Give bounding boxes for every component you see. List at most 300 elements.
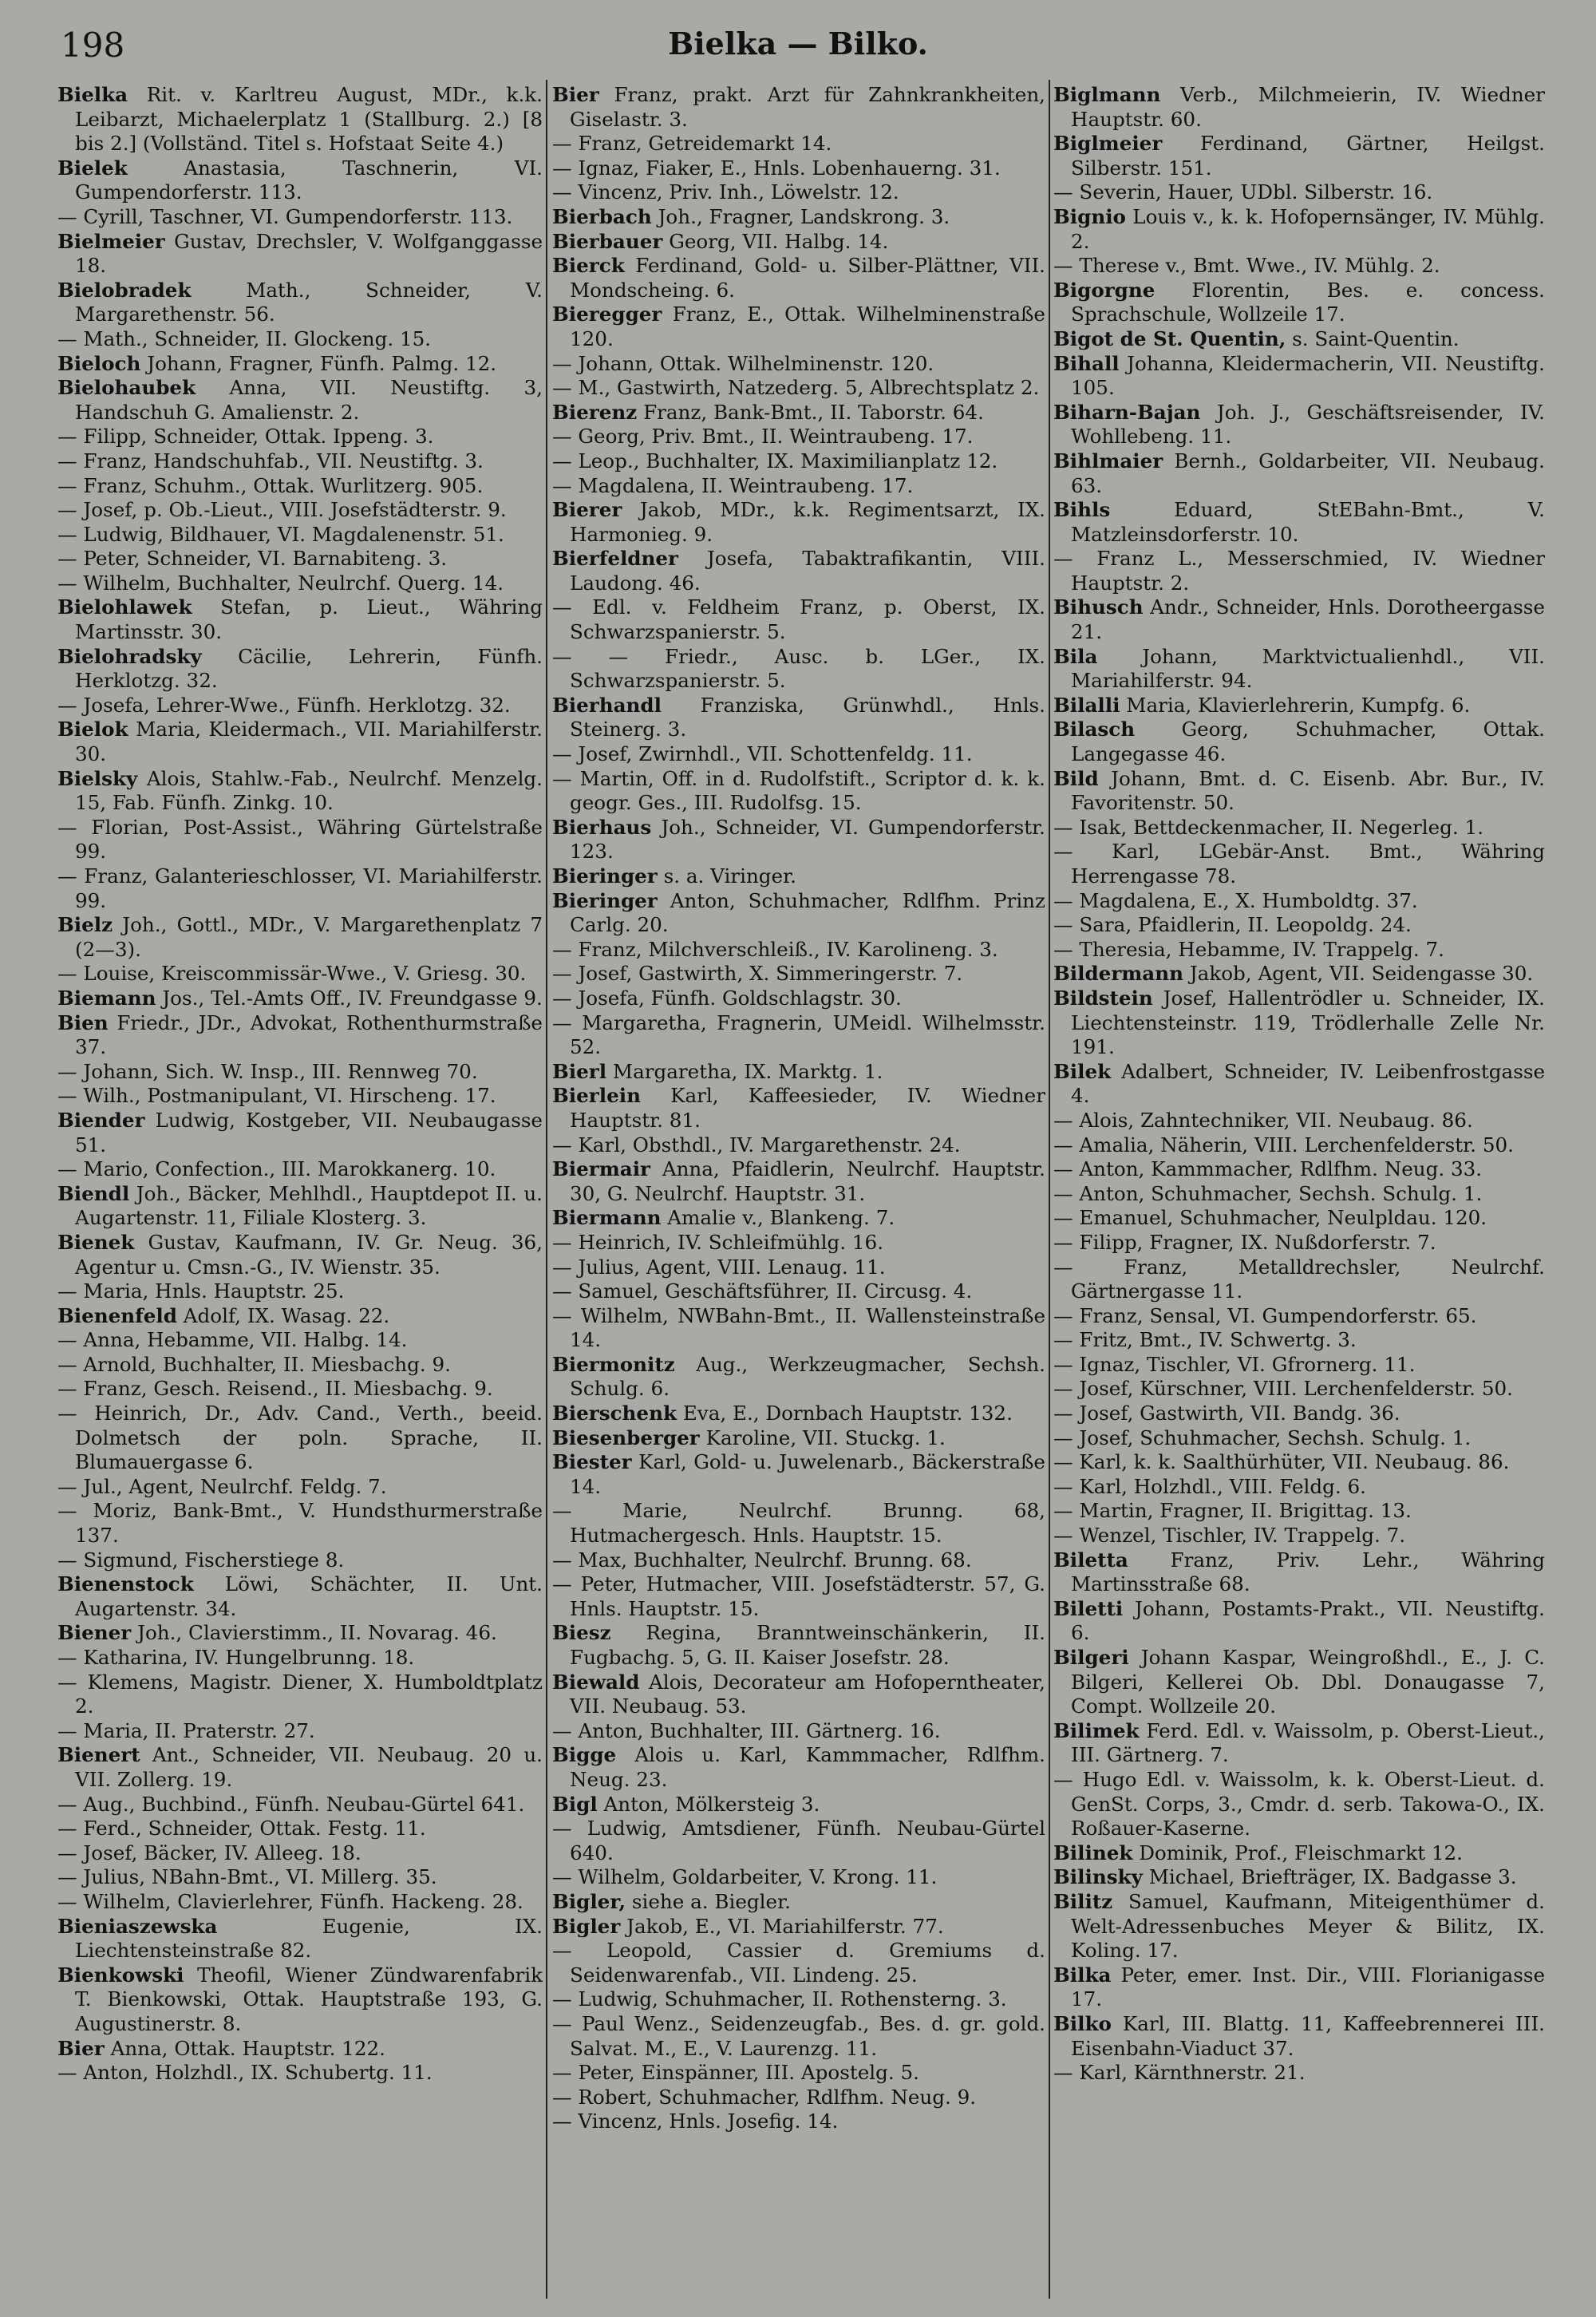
directory-entry — [1053, 645, 1545, 694]
directory-entry — [57, 1084, 543, 1109]
entry-text: Verb., Milchmeierin, IV. Wiedner Hauptstr. 60. — [1071, 83, 1545, 131]
directory-entry — [57, 1621, 543, 1646]
entry-surname: Bielok — [57, 718, 128, 741]
entry-text: — Margaretha, Fragnerin, UMeidl. Wilhelmsstr. 52. — [552, 1010, 1045, 1059]
directory-entry — [57, 352, 543, 377]
entry-text: Eduard, StEBahn-Bmt., V. Matzleinsdorferstr. 10. — [1071, 498, 1545, 546]
entry-text: — Edl. v. Feldheim Franz, p. Oberst, IX. Schwarzspanierstr. 5. — [552, 595, 1045, 644]
directory-entry — [1053, 1499, 1545, 1524]
entry-text: — Franz, Getreidemarkt 14. — [552, 132, 832, 156]
directory-entry — [552, 1133, 1045, 1158]
entry-surname: Bierbauer — [552, 229, 663, 253]
entry-text: siehe a. Biegler. — [631, 1889, 791, 1913]
entry-text: Löwi, Schächter, II. Unt. Augartenstr. 34. — [75, 1572, 543, 1620]
entry-text: — Marie, Neulrchf. Brunng. 68, Hutmachergesch. Hnls. Hauptstr. 15. — [552, 1499, 1045, 1548]
directory-entry — [552, 2109, 1045, 2134]
directory-entry — [1053, 816, 1545, 840]
entry-surname: Bieloch — [57, 351, 141, 375]
directory-entry — [552, 401, 1045, 425]
entry-surname: Bienkowski — [57, 1963, 184, 1987]
entry-text: — Hugo Edl. v. Waissolm, k. k. Oberst-Lieut. d. GenSt. Corps, 3., Cmdr. d. serb. Takowa-O., IX. Roßauer-Kaserne. — [1053, 1767, 1545, 1841]
entry-text: — Math., Schneider, II. Glockeng. 15. — [57, 326, 432, 350]
directory-entry — [552, 1743, 1045, 1792]
entry-surname: Bigot de St. Quentin, — [1053, 326, 1286, 350]
entry-surname: Bilka — [1053, 1963, 1112, 1987]
entry-text: — Josef, Bäcker, IV. Alleeg. 18. — [57, 1841, 361, 1864]
entry-text: Jakob, E., VI. Mariahilferstr. 77. — [626, 1914, 944, 1938]
entry-surname: Bigler — [552, 1914, 621, 1938]
entry-surname: Bild — [1053, 766, 1099, 790]
entry-surname: Biester — [552, 1450, 632, 1474]
entry-text: — Alois, Zahntechniker, VII. Neubaug. 86. — [1053, 1108, 1473, 1132]
directory-entry — [552, 1793, 1045, 1817]
entry-text: Samuel, Kaufmann, Miteigenthümer d. Welt-Adressenbuches Meyer & Bilitz, IX. Koling. 17. — [1071, 1889, 1545, 1963]
directory-entry — [1053, 1646, 1545, 1719]
entry-text: Anna, Ottak. Hauptstr. 122. — [110, 2036, 385, 2060]
entry-surname: Bieniaszewska — [57, 1914, 218, 1938]
entry-text: Anton, Schuhmacher, Rdlfhm. Prinz Carlg. 20. — [570, 888, 1045, 937]
entry-surname: Biesenberger — [552, 1425, 700, 1449]
entry-surname: Bilgeri — [1053, 1646, 1129, 1669]
entry-surname: Bilinek — [1053, 1841, 1133, 1864]
entry-text: Alois, Decorateur am Hofoperntheater, VII. Neubaug. 53. — [570, 1670, 1045, 1718]
entry-text: Ant., Schneider, VII. Neubaug. 20 u. VII. Zollerg. 19. — [75, 1743, 543, 1791]
directory-entry — [57, 1060, 543, 1085]
entry-text: Ferd. Edl. v. Waissolm, p. Oberst-Lieut., III. Gärtnerg. 7. — [1071, 1718, 1545, 1767]
directory-entry — [1053, 1328, 1545, 1353]
directory-entry — [1053, 1475, 1545, 1500]
entry-text: — Magdalena, E., X. Humboldtg. 37. — [1053, 888, 1418, 912]
entry-text: Michael, Briefträger, IX. Badgasse 3. — [1148, 1865, 1517, 1889]
entry-text: — — Friedr., Ausc. b. LGer., IX. Schwarzspanierstr. 5. — [552, 644, 1045, 693]
entry-text: — Anton, Holzhdl., IX. Schubertg. 11. — [57, 2061, 433, 2085]
entry-text: — Josef, Kürschner, VIII. Lerchenfelderstr. 50. — [1053, 1377, 1513, 1401]
directory-entry — [57, 1475, 543, 1500]
directory-entry — [552, 547, 1045, 595]
entry-text: — Josef, Gastwirth, X. Simmeringerstr. 7. — [552, 962, 963, 986]
entry-text: Eugenie, IX. Liechtensteinstraße 82. — [75, 1914, 543, 1963]
directory-entry — [1053, 1963, 1545, 2012]
entry-text: — Peter, Schneider, VI. Barnabiteng. 3. — [57, 547, 448, 571]
entry-text: Johann, Marktvictualienhdl., VII. Mariahilferstr. 94. — [1071, 644, 1545, 693]
directory-entry — [552, 694, 1045, 742]
entry-text: — Wenzel, Tischler, IV. Trappelg. 7. — [1053, 1524, 1406, 1548]
page-number: 198 — [61, 26, 125, 65]
directory-entry — [1053, 1719, 1545, 1768]
entry-text: Jos., Tel.-Amts Off., IV. Freundgasse 9. — [162, 986, 543, 1010]
directory-entry — [57, 1817, 543, 1841]
directory-entry — [552, 1915, 1045, 1939]
entry-text: Regina, Branntweinschänkerin, II. Fugbachg. 5, G. II. Kaiser Josefstr. 28. — [570, 1621, 1045, 1669]
entry-text: — Moriz, Bank-Bmt., V. Hundsthurmerstraße 137. — [57, 1499, 543, 1548]
directory-entry — [1053, 1182, 1545, 1207]
entry-text: Adalbert, Schneider, IV. Leibenfrostgasse 4. — [1071, 1059, 1545, 1108]
directory-entry — [552, 254, 1045, 302]
directory-entry — [1053, 2061, 1545, 2086]
column-2 — [552, 83, 1045, 2134]
entry-surname: Biemann — [57, 986, 156, 1010]
entry-surname: Bigge — [552, 1743, 617, 1767]
entry-text: — Amalia, Näherin, VIII. Lerchenfelderstr. 50. — [1053, 1133, 1514, 1157]
entry-text: Adolf, IX. Wasag. 22. — [183, 1303, 390, 1327]
entry-surname: Bigorgne — [1053, 278, 1156, 302]
entry-text: Karl, Gold- u. Juwelenarb., Bäckerstraße 14. — [570, 1450, 1045, 1498]
entry-text: — Arnold, Buchhalter, II. Miesbachg. 9. — [57, 1352, 451, 1376]
entry-text: Joh. J., Geschäftsreisender, IV. Wohllebeng. 11. — [1071, 400, 1545, 449]
entry-text: — Karl, Obsthdl., IV. Margarethenstr. 24. — [552, 1133, 961, 1157]
entry-text: Jakob, MDr., k.k. Regimentsarzt, IX. Harmonieg. 9. — [570, 498, 1045, 546]
running-head: Bielka — Bilko. — [668, 26, 928, 61]
directory-entry — [1053, 254, 1545, 279]
directory-entry — [57, 523, 543, 548]
entry-text: s. a. Viringer. — [663, 864, 796, 888]
directory-entry — [552, 376, 1045, 401]
page-header — [56, 26, 1540, 70]
directory-entry — [552, 1939, 1045, 1987]
entry-text: Dominik, Prof., Fleischmarkt 12. — [1139, 1841, 1464, 1864]
entry-text: Josefa, Tabaktrafikantin, VIII. Laudong. 46. — [570, 547, 1045, 595]
directory-entry — [552, 1572, 1045, 1621]
entry-surname: Bilinsky — [1053, 1865, 1143, 1889]
entry-text: Franz, prakt. Arzt für Zahnkrankheiten, Giselastr. 3. — [570, 83, 1045, 131]
entry-text: — Klemens, Magistr. Diener, X. Humboldtplatz 2. — [57, 1670, 543, 1718]
directory-entry — [57, 376, 543, 425]
entry-text: — Wilhelm, Clavierlehrer, Fünfh. Hackeng. 28. — [57, 1889, 523, 1913]
entry-text: — Wilh., Postmanipulant, VI. Hirscheng. 17. — [57, 1084, 496, 1108]
directory-entry — [1053, 1597, 1545, 1646]
directory-entry — [1053, 205, 1545, 254]
entry-text: Gustav, Kaufmann, IV. Gr. Neug. 36, Agentur u. Cmsn.-G., IV. Wienstr. 35. — [75, 1230, 543, 1279]
directory-entry — [57, 816, 543, 864]
entry-surname: Bierlein — [552, 1084, 641, 1108]
directory-entry — [552, 2061, 1045, 2086]
directory-entry — [552, 302, 1045, 351]
entry-surname: Bielz — [57, 913, 113, 937]
entry-text: — Franz, Handschuhfab., VII. Neustiftg. 3. — [57, 449, 484, 472]
entry-text: — Sigmund, Fischerstiege 8. — [57, 1548, 345, 1572]
entry-text: — Vincenz, Hnls. Josefig. 14. — [552, 2109, 839, 2133]
directory-entry — [552, 1890, 1045, 1915]
entry-text: Joh., Schneider, VI. Gumpendorferstr. 123. — [570, 815, 1045, 864]
entry-text: — Karl, LGebär-Anst. Bmt., Währing Herrengasse 78. — [1053, 840, 1545, 888]
entry-text: — Maria, II. Praterstr. 27. — [57, 1718, 315, 1742]
directory-entry — [552, 1231, 1045, 1255]
directory-entry — [57, 1377, 543, 1402]
entry-surname: Bildermann — [1053, 962, 1183, 986]
entry-text: Math., Schneider, V. Margarethenstr. 56. — [75, 278, 543, 326]
directory-entry — [1053, 1402, 1545, 1426]
directory-entry — [552, 816, 1045, 864]
entry-surname: Bielohlawek — [57, 595, 192, 619]
entry-text: — Anton, Schuhmacher, Sechsh. Schulg. 1. — [1053, 1181, 1483, 1205]
entry-text: Rit. v. Karltreu August, MDr., k.k. Leibarzt, Michaelerplatz 1 (Stallburg. 2.) [8 bis 2.] (Vollständ. Titel s. Hofstaat Seite 4.) — [75, 83, 543, 156]
directory-entry — [1053, 352, 1545, 401]
directory-entry — [552, 1621, 1045, 1670]
entry-text: — Karl, k. k. Saalthürhüter, VII. Neubaug. 86. — [1053, 1450, 1510, 1474]
entry-text: — Karl, Kärnthnerstr. 21. — [1053, 2061, 1306, 2085]
entry-text: — Wilhelm, NWBahn-Bmt., II. Wallensteinstraße 14. — [552, 1303, 1045, 1352]
directory-entry — [552, 1450, 1045, 1499]
directory-entry — [552, 987, 1045, 1011]
entry-text: — Josefa, Lehrer-Wwe., Fünfh. Herklotzg. 32. — [57, 693, 511, 717]
directory-entry — [57, 2061, 543, 2086]
entry-text: Anton, Mölkersteig 3. — [603, 1792, 820, 1816]
entry-text: — Franz, Metalldrechsler, Neulrchf. Gärtnergasse 11. — [1053, 1255, 1545, 1303]
entry-text: — Severin, Hauer, UDbl. Silberstr. 16. — [1053, 180, 1433, 204]
entry-surname: Biermonitz — [552, 1352, 675, 1376]
entry-text: — Isak, Bettdeckenmacher, II. Negerleg. 1. — [1053, 815, 1484, 839]
entry-text: — Leop., Buchhalter, IX. Maximilianplatz 12. — [552, 449, 998, 472]
entry-text: — Franz, Sensal, VI. Gumpendorferstr. 65. — [1053, 1303, 1477, 1327]
entry-text: Joh., Gottl., MDr., V. Margarethenplatz 7 (2—3). — [75, 913, 543, 961]
entry-text: — Louise, Kreiscommissär-Wwe., V. Griesg. 30. — [57, 962, 527, 986]
directory-entry — [1053, 913, 1545, 938]
entry-text: — Katharina, IV. Hungelbrunng. 18. — [57, 1646, 415, 1669]
entry-text: — Franz, Gesch. Reisend., II. Miesbachg. 9. — [57, 1377, 493, 1401]
entry-text: — Peter, Hutmacher, VIII. Josefstädterstr. 57, G. Hnls. Hauptstr. 15. — [552, 1572, 1045, 1620]
column-rule — [1049, 80, 1050, 2299]
directory-entry — [1053, 987, 1545, 1060]
directory-entry — [57, 1793, 543, 1817]
entry-text: Georg, Schuhmacher, Ottak. Langegasse 46. — [1071, 718, 1545, 766]
directory-entry — [552, 1426, 1045, 1451]
entry-surname: Bilalli — [1053, 693, 1120, 717]
directory-entry — [1053, 595, 1545, 644]
directory-entry — [552, 1279, 1045, 1304]
entry-surname: Bihlmaier — [1053, 449, 1163, 472]
directory-entry — [1053, 1865, 1545, 1890]
directory-entry — [1053, 1060, 1545, 1109]
entry-text: — Ludwig, Schuhmacher, II. Rothensterng. 3. — [552, 1987, 1007, 2011]
entry-text: — Franz, Schuhm., Ottak. Wurlitzerg. 905. — [57, 473, 484, 497]
directory-entry — [57, 913, 543, 962]
entry-text: Joh., Clavierstimm., II. Novarag. 46. — [137, 1621, 497, 1645]
directory-entry — [1053, 718, 1545, 766]
entry-surname: Biesz — [552, 1621, 611, 1645]
entry-surname: Bigler, — [552, 1889, 626, 1913]
entry-text: Maria, Kleidermach., VII. Mariahilferstr. 30. — [75, 718, 543, 766]
directory-entry — [1053, 327, 1545, 352]
entry-text: — Karl, Holzhdl., VIII. Feldg. 6. — [1053, 1474, 1366, 1498]
entry-text: — Jul., Agent, Neulrchf. Feldg. 7. — [57, 1474, 387, 1498]
entry-text: Franziska, Grünwhdl., Hnls. Steinerg. 3. — [570, 693, 1045, 741]
directory-entry — [1053, 547, 1545, 595]
entry-text: Andr., Schneider, Hnls. Dorotheergasse 21. — [1071, 595, 1545, 644]
entry-text: — Mario, Confection., III. Marokkanerg. 10. — [57, 1157, 496, 1181]
directory-entry — [57, 767, 543, 816]
directory-entry — [1053, 1768, 1545, 1841]
entry-surname: Bienek — [57, 1230, 135, 1254]
entry-text: — Josef, Zwirnhdl., VII. Schottenfeldg. 11. — [552, 742, 973, 766]
directory-entry — [552, 1817, 1045, 1865]
directory-entry — [552, 1671, 1045, 1719]
directory-entry — [1053, 132, 1545, 180]
entry-surname: Bierhaus — [552, 815, 652, 839]
directory-entry — [1053, 1133, 1545, 1158]
directory-entry — [552, 1255, 1045, 1280]
entry-text: Karl, Kaffeesieder, IV. Wiedner Hauptstr. 81. — [570, 1084, 1045, 1132]
entry-text: Margaretha, IX. Marktg. 1. — [612, 1059, 883, 1083]
entry-text: — Franz, Milchverschleiß., IV. Karolineng. 3. — [552, 937, 998, 961]
directory-entry — [57, 230, 543, 279]
entry-text: Franz, Priv. Lehr., Währing Martinsstraße 68. — [1071, 1548, 1545, 1596]
entry-text: — Paul Wenz., Seidenzeugfab., Bes. d. gr. gold. Salvat. M., E., V. Laurenzg. 11. — [552, 2011, 1045, 2060]
directory-entry — [57, 425, 543, 449]
entry-text: Bernh., Goldarbeiter, VII. Neubaug. 63. — [1071, 449, 1545, 497]
entry-text: — Robert, Schuhmacher, Rdlfhm. Neug. 9. — [552, 2085, 977, 2109]
entry-surname: Bieringer — [552, 888, 658, 912]
directory-entry — [552, 1987, 1045, 2012]
entry-text: — Therese v., Bmt. Wwe., IV. Mühlg. 2. — [1053, 254, 1440, 278]
entry-text: Ludwig, Kostgeber, VII. Neubaugasse 51. — [75, 1108, 543, 1157]
directory-entry — [1053, 1377, 1545, 1402]
entry-text: — Georg, Priv. Bmt., II. Weintraubeng. 17. — [552, 425, 974, 449]
directory-entry — [57, 1915, 543, 1963]
entry-surname: Bilek — [1053, 1059, 1112, 1083]
entry-text: — Josef, Schuhmacher, Sechsh. Schulg. 1. — [1053, 1425, 1472, 1449]
directory-entry — [1053, 1206, 1545, 1231]
directory-entry — [1053, 1548, 1545, 1597]
directory-entry — [57, 1402, 543, 1475]
directory-entry — [1053, 1890, 1545, 1963]
directory-entry — [552, 230, 1045, 255]
directory-entry — [552, 449, 1045, 474]
directory-entry — [1053, 279, 1545, 327]
entry-surname: Biletta — [1053, 1548, 1128, 1572]
entry-text: — Martin, Off. in d. Rudolfstift., Scriptor d. k. k. geogr. Ges., III. Rudolfsg. 15. — [552, 766, 1045, 815]
entry-surname: Biglmeier — [1053, 132, 1163, 156]
directory-entry — [57, 595, 543, 644]
directory-entry — [1053, 1426, 1545, 1451]
directory-entry — [57, 962, 543, 987]
column-1 — [57, 83, 543, 2086]
directory-entry — [552, 1548, 1045, 1573]
directory-entry — [1053, 962, 1545, 987]
entry-text: — Ferd., Schneider, Ottak. Festg. 11. — [57, 1817, 426, 1841]
entry-text: Johann, Bmt. d. C. Eisenb. Abr. Bur., IV. Favoritenstr. 50. — [1071, 766, 1545, 815]
entry-text: — Florian, Post-Assist., Währing Gürtelstraße 99. — [57, 815, 543, 864]
directory-entry — [57, 327, 543, 352]
entry-text: Peter, emer. Inst. Dir., VIII. Florianigasse 17. — [1071, 1963, 1545, 2011]
entry-surname: Bieregger — [552, 302, 662, 326]
entry-text: — Julius, NBahn-Bmt., VI. Millerg. 35. — [57, 1865, 437, 1889]
entry-text: Cäcilie, Lehrerin, Fünfh. Herklotzg. 32. — [75, 644, 543, 693]
entry-surname: Bierhandl — [552, 693, 662, 717]
entry-text: — Josef, Gastwirth, VII. Bandg. 36. — [1053, 1402, 1400, 1425]
entry-text: — Johann, Sich. W. Insp., III. Rennweg 70. — [57, 1059, 478, 1083]
directory-entry — [57, 1011, 543, 1060]
directory-entry — [552, 889, 1045, 938]
directory-entry — [552, 83, 1045, 132]
directory-entry — [552, 962, 1045, 987]
entry-text: Joh., Fragner, Landskrong. 3. — [658, 204, 950, 228]
directory-entry — [1053, 83, 1545, 132]
entry-surname: Bierer — [552, 498, 622, 522]
directory-entry — [552, 1719, 1045, 1744]
directory-entry — [552, 474, 1045, 499]
entry-surname: Bielka — [57, 83, 128, 106]
directory-entry — [57, 205, 543, 230]
entry-surname: Bihusch — [1053, 595, 1144, 619]
entry-text: s. Saint-Quentin. — [1292, 326, 1460, 350]
directory-entry — [57, 864, 543, 913]
directory-entry — [57, 1279, 543, 1304]
directory-entry — [57, 1572, 543, 1621]
directory-entry — [57, 571, 543, 596]
directory-entry — [1053, 1841, 1545, 1866]
entry-text: — Josefa, Fünfh. Goldschlagstr. 30. — [552, 986, 902, 1010]
column-rule — [546, 80, 547, 2299]
directory-entry — [57, 1743, 543, 1792]
directory-entry — [552, 132, 1045, 156]
directory-entry — [552, 1304, 1045, 1353]
directory-entry — [552, 1865, 1045, 1890]
entry-surname: Bienenfeld — [57, 1303, 177, 1327]
entry-text: Amalie v., Blankeng. 7. — [667, 1206, 895, 1230]
entry-text: — Josef, p. Ob.-Lieut., VIII. Josefstädterstr. 9. — [57, 498, 507, 522]
directory-entry — [1053, 1255, 1545, 1304]
entry-surname: Bielsky — [57, 766, 138, 790]
directory-entry — [57, 1499, 543, 1548]
directory-entry — [57, 1671, 543, 1719]
entry-text: Jakob, Agent, VII. Seidengasse 30. — [1189, 962, 1534, 986]
directory-entry — [57, 498, 543, 523]
entry-text: — Heinrich, IV. Schleifmühlg. 16. — [552, 1230, 884, 1254]
entry-text: Joh., Bäcker, Mehlhdl., Hauptdepot II. u. Augartenstr. 11, Filiale Klosterg. 3. — [75, 1181, 543, 1230]
entry-surname: Bilasch — [1053, 718, 1136, 741]
entry-surname: Bihall — [1053, 351, 1120, 375]
entry-surname: Bihls — [1053, 498, 1111, 522]
entry-text: Gustav, Drechsler, V. Wolfganggasse 18. — [75, 229, 543, 278]
entry-text: — Max, Buchhalter, Neulrchf. Brunng. 68. — [552, 1548, 972, 1572]
entry-text: — Theresia, Hebamme, IV. Trappelg. 7. — [1053, 937, 1444, 961]
directory-entry — [1053, 1109, 1545, 1133]
entry-text: Anna, VII. Neustiftg. 3, Handschuh G. Amalienstr. 2. — [75, 376, 543, 424]
directory-entry — [57, 156, 543, 205]
directory-entry — [552, 742, 1045, 767]
entry-text: — Anton, Kammmacher, Rdlfhm. Neug. 33. — [1053, 1157, 1483, 1181]
entry-text: — Aug., Buchbind., Fünfh. Neubau-Gürtel 641. — [57, 1792, 525, 1816]
directory-entry — [57, 1963, 543, 2037]
entry-text: — Cyrill, Taschner, VI. Gumpendorferstr. 113. — [57, 204, 513, 228]
directory-entry — [57, 1231, 543, 1279]
directory-entry — [552, 1084, 1045, 1133]
directory-entry — [57, 718, 543, 766]
entry-surname: Bierck — [552, 254, 625, 278]
entry-surname: Bielek — [57, 156, 128, 180]
entry-text: — Johann, Ottak. Wilhelminenstr. 120. — [552, 351, 934, 375]
directory-entry — [552, 425, 1045, 449]
directory-entry — [57, 1353, 543, 1378]
directory-entry — [552, 1402, 1045, 1426]
entry-text: Karoline, VII. Stuckg. 1. — [705, 1425, 946, 1449]
directory-entry — [552, 864, 1045, 889]
entry-text: — Ignaz, Fiaker, E., Hnls. Lobenhauerng. 31. — [552, 156, 1001, 180]
entry-surname: Biermann — [552, 1206, 662, 1230]
directory-entry — [552, 1353, 1045, 1402]
directory-entry — [57, 1719, 543, 1744]
entry-text: Franz, E., Ottak. Wilhelminenstraße 120. — [570, 302, 1045, 350]
entry-text: — Julius, Agent, VIII. Lenaug. 11. — [552, 1255, 886, 1279]
directory-entry — [1053, 1231, 1545, 1255]
entry-surname: Biender — [57, 1108, 145, 1132]
entry-text: Franz, Bank-Bmt., II. Taborstr. 64. — [643, 400, 984, 424]
directory-entry — [57, 1182, 543, 1231]
entry-text: — Emanuel, Schuhmacher, Neulpldau. 120. — [1053, 1206, 1487, 1230]
directory-entry — [1053, 889, 1545, 914]
entry-text: Josef, Hallentrödler u. Schneider, IX. Liechtensteinstr. 119, Trödlerhalle Zelle Nr. 191. — [1071, 986, 1545, 1059]
directory-entry — [57, 2037, 543, 2062]
